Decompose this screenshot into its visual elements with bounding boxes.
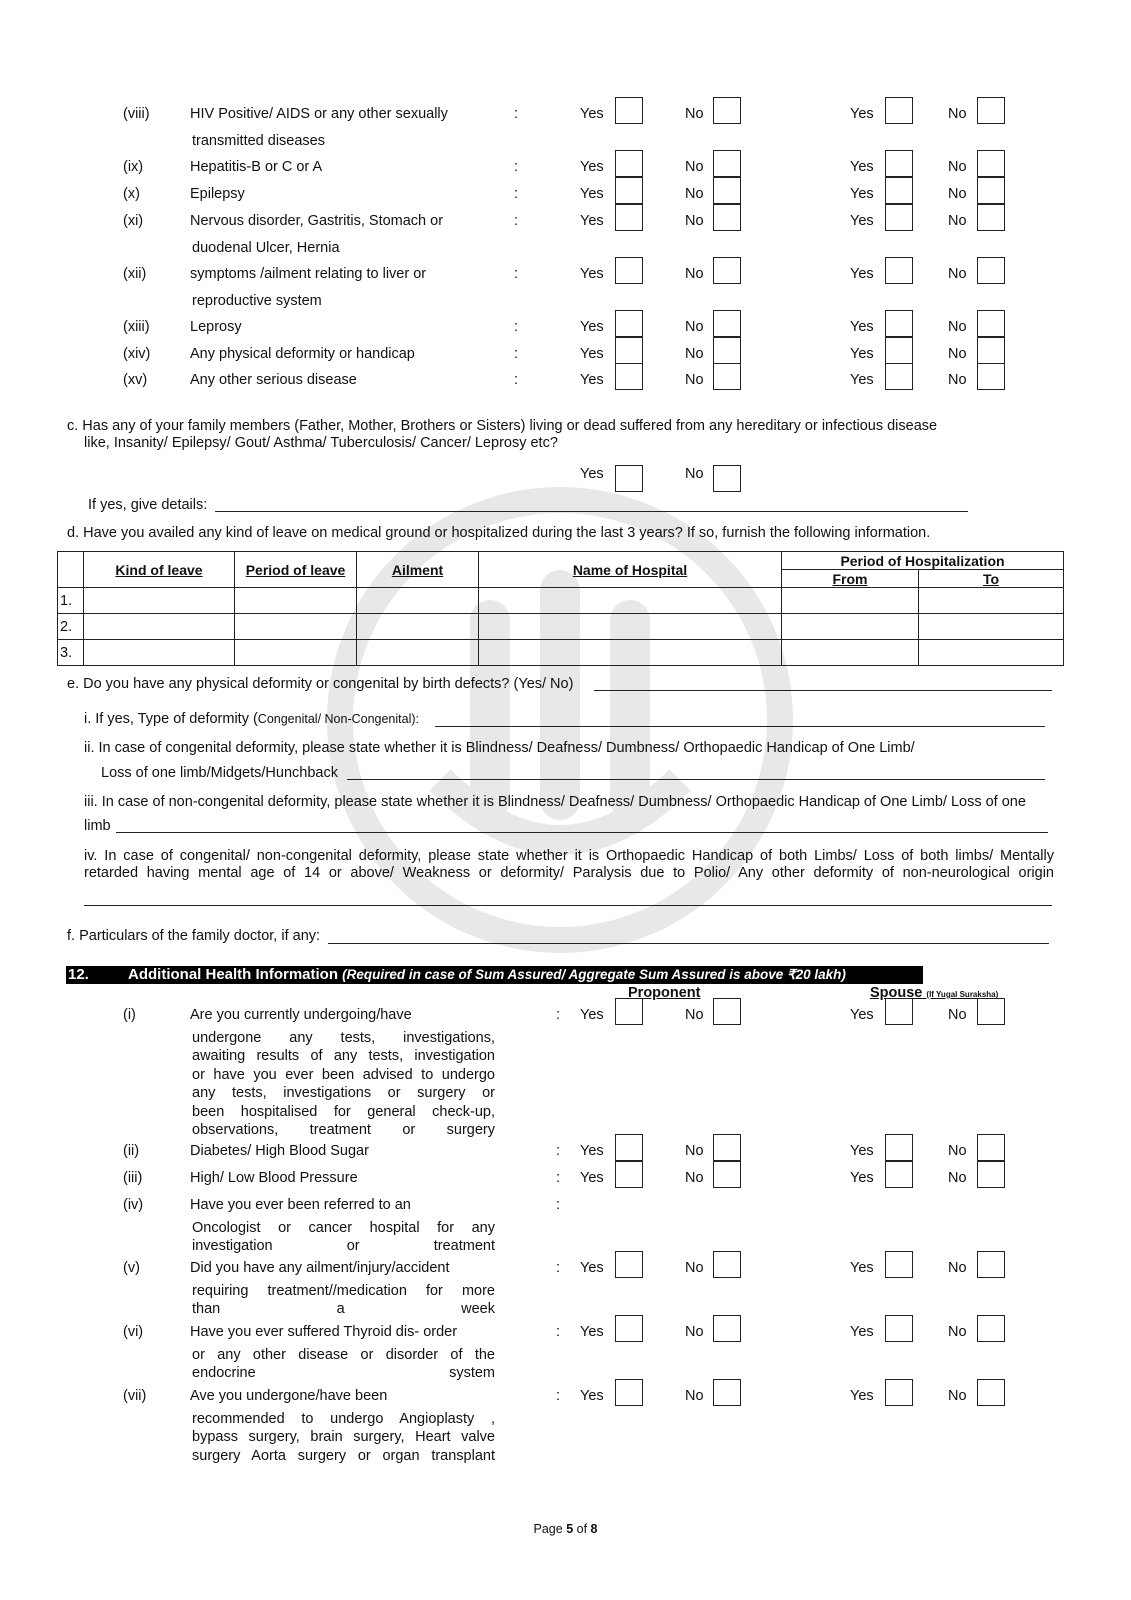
yes-label: Yes [850, 1007, 874, 1023]
no-label: No [948, 372, 967, 388]
item-xi-proponent-no-checkbox[interactable] [713, 204, 741, 231]
item-text: Diabetes/ High Blood Sugar [190, 1143, 369, 1159]
q12-i-proponent-no-checkbox[interactable] [713, 998, 741, 1025]
colon: : [514, 106, 519, 122]
item-text: Have you ever been referred to an [190, 1197, 411, 1213]
table-cell[interactable] [357, 588, 479, 614]
item-number: (xv) [123, 372, 148, 388]
yes-label: Yes [580, 106, 604, 122]
section-12-header [66, 966, 923, 984]
item-text-continued: investigation or treatment [192, 1238, 495, 1255]
yes-label: Yes [580, 1143, 604, 1159]
table-cell[interactable] [479, 640, 782, 666]
yes-label: Yes [850, 1143, 874, 1159]
item-text-continued: awaiting results of any tests, investigation [192, 1048, 495, 1065]
deformity-type-input[interactable] [435, 726, 1045, 727]
item-text-continued: or any other disease or disorder of the [192, 1347, 495, 1363]
table-cell[interactable] [782, 588, 919, 614]
item-number: (iii) [123, 1170, 143, 1186]
q12-vi-proponent-yes-checkbox[interactable] [615, 1315, 643, 1342]
item-number: (viii) [123, 106, 150, 122]
spouse-note: (If Yugal Suraksha) [926, 990, 999, 999]
item-text: symptoms /ailment relating to liver or [190, 266, 427, 282]
section-f-label: f. Particulars of the family doctor, if any: [67, 928, 321, 944]
item-viii-spouse-yes-checkbox[interactable] [885, 97, 913, 124]
section-e-answer-input[interactable] [594, 690, 1052, 691]
table-cell[interactable] [782, 640, 919, 666]
item-number: (xiii) [123, 319, 150, 335]
yes-label: Yes [850, 186, 874, 202]
yes-label: Yes [850, 372, 874, 388]
yes-label: Yes [580, 346, 604, 362]
no-label: No [948, 1324, 967, 1340]
item-xi-spouse-no-checkbox[interactable] [977, 204, 1005, 231]
yes-label: Yes [580, 1170, 604, 1186]
yes-label: Yes [850, 266, 874, 282]
item-xii-proponent-no-checkbox[interactable] [713, 257, 741, 284]
no-label: No [685, 466, 704, 482]
item-text: Any other serious disease [190, 372, 357, 388]
item-text: Hepatitis-B or C or A [190, 159, 323, 175]
footer-of: of [576, 1522, 588, 1536]
item-text: Leprosy [190, 319, 242, 335]
yes-label: Yes [580, 1388, 604, 1404]
item-number: (ii) [123, 1143, 140, 1159]
item-xv-proponent-no-checkbox[interactable] [713, 363, 741, 390]
table-cell[interactable] [919, 588, 1064, 614]
q12-v-proponent-yes-checkbox[interactable] [615, 1251, 643, 1278]
q12-vi-spouse-yes-checkbox[interactable] [885, 1315, 913, 1342]
yes-label: Yes [850, 346, 874, 362]
e-iii-line2: limb [84, 818, 111, 834]
yes-label: Yes [580, 372, 604, 388]
no-label: No [948, 106, 967, 122]
item-x-proponent-yes-checkbox[interactable] [615, 177, 643, 204]
table-cell[interactable] [84, 614, 235, 640]
deformity-details-input[interactable] [84, 905, 1052, 906]
section-c-no-checkbox[interactable] [713, 465, 741, 492]
table-cell[interactable] [235, 614, 357, 640]
item-text-continued: or have you ever been advised to undergo [192, 1066, 495, 1083]
yes-label: Yes [850, 1388, 874, 1404]
yes-label: Yes [580, 186, 604, 202]
item-ix-proponent-no-checkbox[interactable] [713, 150, 741, 177]
details-label: If yes, give details: [88, 497, 208, 513]
item-number: (xiv) [123, 346, 151, 362]
item-text-continued: requiring treatment//medication for more [192, 1283, 495, 1299]
congenital-deformity-input[interactable] [347, 779, 1045, 780]
q12-v-spouse-no-checkbox[interactable] [977, 1251, 1005, 1278]
colon: : [556, 1324, 561, 1340]
no-label: No [685, 1260, 704, 1276]
q12-v-proponent-no-checkbox[interactable] [713, 1251, 741, 1278]
yes-label: Yes [850, 1260, 874, 1276]
no-label: No [685, 1007, 704, 1023]
q12-vi-proponent-no-checkbox[interactable] [713, 1315, 741, 1342]
q12-v-spouse-yes-checkbox[interactable] [885, 1251, 913, 1278]
no-label: No [685, 186, 704, 202]
header-period-of-leave: Period of leave [235, 552, 357, 588]
no-label: No [948, 186, 967, 202]
no-label: No [948, 266, 967, 282]
colon: : [514, 213, 519, 229]
colon: : [556, 1197, 561, 1213]
item-ix-proponent-yes-checkbox[interactable] [615, 150, 643, 177]
item-xiv-proponent-yes-checkbox[interactable] [615, 337, 643, 364]
table-cell[interactable] [84, 640, 235, 666]
item-xiv-proponent-no-checkbox[interactable] [713, 337, 741, 364]
e-ii-line2: Loss of one limb/Midgets/Hunchback [101, 765, 338, 781]
header-ailment: Ailment [357, 552, 479, 588]
details-input[interactable] [215, 511, 968, 512]
no-label: No [685, 372, 704, 388]
item-xi-spouse-yes-checkbox[interactable] [885, 204, 913, 231]
no-label: No [685, 319, 704, 335]
item-text-continued: surgery Aorta surgery or organ transplant [192, 1447, 495, 1464]
leave-table [57, 551, 1064, 666]
no-label: No [685, 346, 704, 362]
section-c-question-line2: like, Insanity/ Epilepsy/ Gout/ Asthma/ Tuberculosis/ Cancer/ Leprosy etc? [84, 435, 558, 451]
item-viii-proponent-yes-checkbox[interactable] [615, 97, 643, 124]
item-text-continued: Oncologist or cancer hospital for any [192, 1220, 495, 1236]
yes-label: Yes [580, 1260, 604, 1276]
row-number: 2. [58, 614, 84, 640]
colon: : [556, 1388, 561, 1404]
header-name-of-hospital: Name of Hospital [479, 552, 782, 588]
item-number: (x) [123, 186, 140, 202]
yes-label: Yes [850, 213, 874, 229]
item-xi-proponent-yes-checkbox[interactable] [615, 204, 643, 231]
item-x-proponent-no-checkbox[interactable] [713, 177, 741, 204]
no-label: No [948, 1170, 967, 1186]
item-xv-proponent-yes-checkbox[interactable] [615, 363, 643, 390]
family-doctor-input[interactable] [328, 943, 1049, 944]
footer-total-pages: 8 [590, 1522, 598, 1536]
no-label: No [948, 159, 967, 175]
q12-iii-proponent-no-checkbox[interactable] [713, 1161, 741, 1188]
no-label: No [685, 1388, 704, 1404]
section-12-number: 12. [68, 966, 89, 983]
yes-label: Yes [850, 1170, 874, 1186]
footer-page-label: Page [533, 1522, 563, 1536]
colon: : [514, 319, 519, 335]
item-xiii-spouse-no-checkbox[interactable] [977, 310, 1005, 337]
colon: : [514, 372, 519, 388]
item-viii-spouse-no-checkbox[interactable] [977, 97, 1005, 124]
q12-iii-proponent-yes-checkbox[interactable] [615, 1161, 643, 1188]
proponent-header: Proponent [628, 985, 701, 1001]
item-text: HIV Positive/ AIDS or any other sexually [190, 106, 448, 122]
colon: : [556, 1260, 561, 1276]
table-cell[interactable] [357, 614, 479, 640]
no-label: No [685, 106, 704, 122]
yes-label: Yes [580, 159, 604, 175]
item-number: (xii) [123, 266, 147, 282]
item-text-continued: than a week [192, 1301, 495, 1318]
item-text: reproductive system [192, 292, 322, 309]
row-number: 3. [58, 640, 84, 666]
item-text: Ave you undergone/have been [190, 1388, 388, 1404]
q12-i-spouse-no-checkbox[interactable] [977, 998, 1005, 1025]
q12-vii-proponent-no-checkbox[interactable] [713, 1379, 741, 1406]
page-footer [0, 1522, 1131, 1536]
q12-vii-spouse-no-checkbox[interactable] [977, 1379, 1005, 1406]
q12-vii-proponent-yes-checkbox[interactable] [615, 1379, 643, 1406]
colon: : [556, 1143, 561, 1159]
item-xiii-spouse-yes-checkbox[interactable] [885, 310, 913, 337]
section-d-question: d. Have you availed any kind of leave on medical ground or hospitalized during the last 3 years? If so, furnish the following information. [67, 525, 931, 541]
q12-i-spouse-yes-checkbox[interactable] [885, 998, 913, 1025]
item-text-continued: endocrine system [192, 1365, 495, 1382]
item-number: (vi) [123, 1324, 144, 1340]
q12-vii-spouse-yes-checkbox[interactable] [885, 1379, 913, 1406]
item-number: (vii) [123, 1388, 147, 1404]
item-xiv-spouse-no-checkbox[interactable] [977, 337, 1005, 364]
item-text-continued: been hospitalised for general check-up, [192, 1103, 495, 1120]
item-text: Have you ever suffered Thyroid dis- order [190, 1324, 458, 1340]
item-xv-spouse-no-checkbox[interactable] [977, 363, 1005, 390]
item-xv-spouse-yes-checkbox[interactable] [885, 363, 913, 390]
no-label: No [685, 159, 704, 175]
item-number: (iv) [123, 1197, 144, 1213]
yes-label: Yes [580, 266, 604, 282]
item-text-continued: any tests, investigations or surgery or [192, 1085, 495, 1102]
item-xiii-proponent-no-checkbox[interactable] [713, 310, 741, 337]
yes-label: Yes [850, 159, 874, 175]
item-ix-spouse-no-checkbox[interactable] [977, 150, 1005, 177]
colon: : [556, 1007, 561, 1023]
q12-ii-spouse-no-checkbox[interactable] [977, 1134, 1005, 1161]
item-text-continued: observations, treatment or surgery [192, 1122, 495, 1138]
yes-label: Yes [850, 319, 874, 335]
section-c-yes-checkbox[interactable] [615, 465, 643, 492]
table-cell[interactable] [84, 588, 235, 614]
colon: : [514, 186, 519, 202]
yes-label: Yes [850, 1324, 874, 1340]
q12-iii-spouse-yes-checkbox[interactable] [885, 1161, 913, 1188]
table-cell[interactable] [479, 588, 782, 614]
no-label: No [685, 1170, 704, 1186]
item-xiv-spouse-yes-checkbox[interactable] [885, 337, 913, 364]
no-label: No [685, 1143, 704, 1159]
item-number: (xi) [123, 213, 144, 229]
item-text: Are you currently undergoing/have [190, 1007, 412, 1023]
item-viii-proponent-no-checkbox[interactable] [713, 97, 741, 124]
q12-ii-spouse-yes-checkbox[interactable] [885, 1134, 913, 1161]
no-label: No [948, 1260, 967, 1276]
header-kind-of-leave: Kind of leave [84, 552, 235, 588]
yes-label: Yes [580, 1007, 604, 1023]
item-xii-spouse-yes-checkbox[interactable] [885, 257, 913, 284]
footer-current-page: 5 [566, 1522, 574, 1536]
no-label: No [948, 346, 967, 362]
table-cell[interactable] [919, 614, 1064, 640]
no-label: No [685, 266, 704, 282]
no-label: No [685, 213, 704, 229]
colon: : [514, 266, 519, 282]
item-xiii-proponent-yes-checkbox[interactable] [615, 310, 643, 337]
item-text: Epilepsy [190, 186, 245, 202]
item-text: Nervous disorder, Gastritis, Stomach or [190, 213, 444, 229]
table-row [58, 614, 1064, 640]
e-i-label [84, 711, 419, 727]
item-text-continued: recommended to undergo Angioplasty , [192, 1411, 495, 1427]
no-label: No [948, 1143, 967, 1159]
item-ix-spouse-yes-checkbox[interactable] [885, 150, 913, 177]
section-12-title: Additional Health Information [128, 966, 338, 983]
item-text: Did you have any ailment/injury/accident [190, 1260, 450, 1276]
e-iii-line1: iii. In case of non-congenital deformity, please state whether it is Blindness/ Deafness/ Dumbness/ Orthopaedic Handicap of One Limb/ Loss of one [84, 794, 1026, 810]
item-text-continued: undergone any tests, investigations, [192, 1030, 495, 1046]
item-x-spouse-no-checkbox[interactable] [977, 177, 1005, 204]
header-to: To [919, 570, 1064, 588]
item-xii-spouse-no-checkbox[interactable] [977, 257, 1005, 284]
section-e-question: e. Do you have any physical deformity or congenital by birth defects? (Yes/ No) [67, 676, 574, 692]
item-x-spouse-yes-checkbox[interactable] [885, 177, 913, 204]
no-label: No [685, 1324, 704, 1340]
item-text: transmitted diseases [192, 132, 325, 149]
yes-label: Yes [580, 213, 604, 229]
no-label: No [948, 1007, 967, 1023]
e-i-text: i. If yes, Type of deformity ( [84, 711, 258, 727]
item-number: (v) [123, 1260, 140, 1276]
e-i-hint: Congenital/ Non-Congenital): [257, 712, 420, 726]
header-from: From [782, 570, 919, 588]
table-row [58, 640, 1064, 666]
section-12-note: (Required in case of Sum Assured/ Aggregate Sum Assured is above ₹20 lakh) [342, 967, 846, 982]
q12-ii-proponent-yes-checkbox[interactable] [615, 1134, 643, 1161]
spouse-label: Spouse [870, 985, 923, 1001]
q12-iii-spouse-no-checkbox[interactable] [977, 1161, 1005, 1188]
e-iv-line1: iv. In case of congenital/ non-congenital deformity, please state whether it is Orthopaedic Handicap of both Limbs/ Loss of both limbs/ Mentally [84, 848, 1054, 864]
item-xii-proponent-yes-checkbox[interactable] [615, 257, 643, 284]
e-ii-line1: ii. In case of congenital deformity, please state whether it is Blindness/ Deafness/ Dumbness/ Orthopaedic Handicap of One Limb/ [84, 740, 915, 756]
table-cell[interactable] [919, 640, 1064, 666]
q12-vi-spouse-no-checkbox[interactable] [977, 1315, 1005, 1342]
table-row [58, 588, 1064, 614]
non-congenital-deformity-input[interactable] [116, 832, 1048, 833]
item-number: (ix) [123, 159, 144, 175]
q12-i-proponent-yes-checkbox[interactable] [615, 998, 643, 1025]
table-cell[interactable] [357, 640, 479, 666]
table-cell[interactable] [235, 588, 357, 614]
q12-ii-proponent-no-checkbox[interactable] [713, 1134, 741, 1161]
colon: : [514, 159, 519, 175]
no-label: No [948, 1388, 967, 1404]
item-text: duodenal Ulcer, Hernia [192, 239, 340, 256]
no-label: No [948, 319, 967, 335]
item-text: High/ Low Blood Pressure [190, 1170, 358, 1186]
colon: : [556, 1170, 561, 1186]
table-cell[interactable] [782, 614, 919, 640]
header-period-of-hospitalization: Period of Hospitalization [782, 552, 1064, 570]
colon: : [514, 346, 519, 362]
e-iv-line2: retarded having mental age of 14 or above/ Weakness or deformity/ Paralysis due to Polio/ Any other deformity of non-neurological origin [84, 865, 1054, 881]
item-number: (i) [123, 1007, 136, 1023]
yes-label: Yes [580, 319, 604, 335]
section-c-question-line1: c. Has any of your family members (Father, Mother, Brothers or Sisters) living or dead suffered from any hereditary or infectious disease [67, 418, 938, 434]
yes-label: Yes [580, 1324, 604, 1340]
item-text: Any physical deformity or handicap [190, 346, 415, 362]
table-cell[interactable] [235, 640, 357, 666]
yes-label: Yes [580, 466, 604, 482]
no-label: No [948, 213, 967, 229]
yes-label: Yes [850, 106, 874, 122]
table-cell[interactable] [479, 614, 782, 640]
row-number: 1. [58, 588, 84, 614]
item-text-continued: bypass surgery, brain surgery, Heart valve [192, 1429, 495, 1446]
